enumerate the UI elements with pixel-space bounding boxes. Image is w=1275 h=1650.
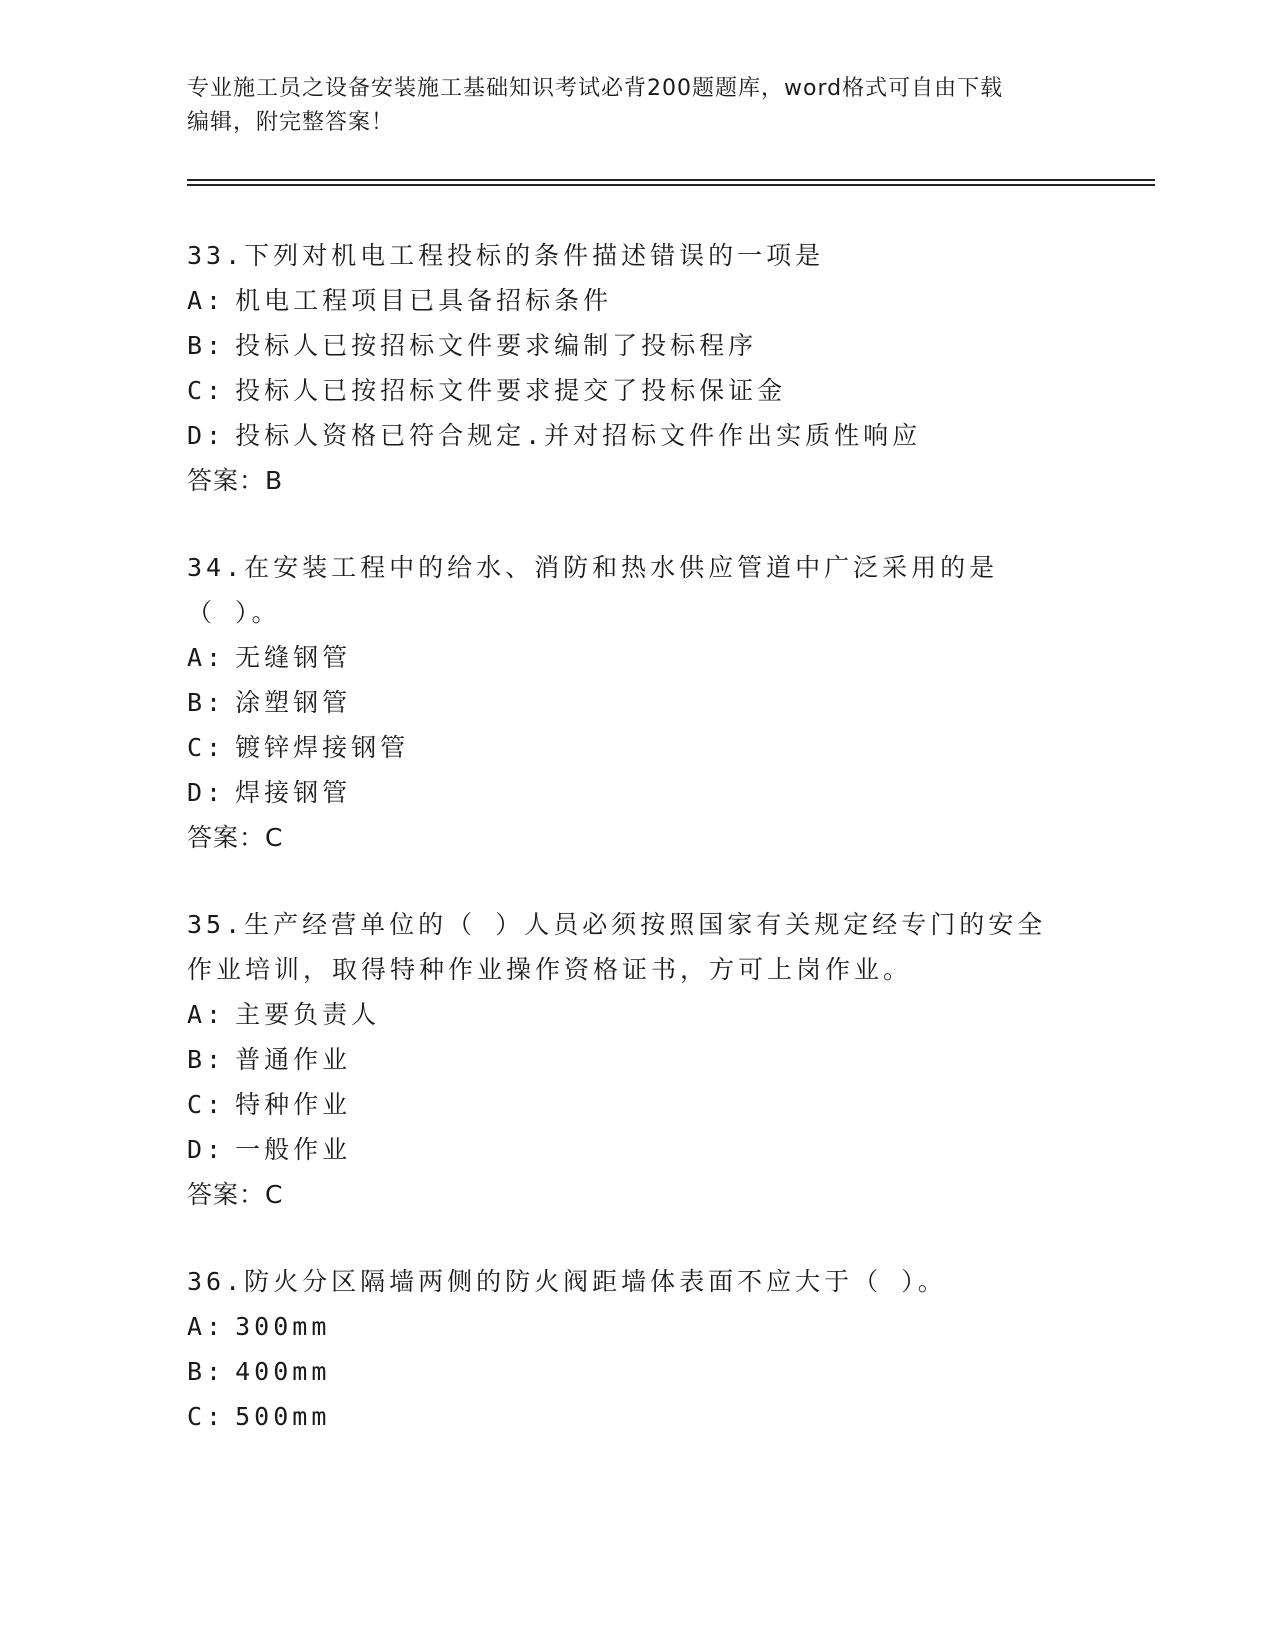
option-text: 涂塑钢管 xyxy=(235,688,352,717)
option-text: 镀锌焊接钢管 xyxy=(235,733,410,762)
option-text: 普通作业 xyxy=(235,1045,352,1074)
option-d xyxy=(187,1127,1087,1172)
option-letter: C: xyxy=(187,1402,226,1431)
header-divider-top xyxy=(187,179,1155,181)
option-letter: D: xyxy=(187,778,226,807)
option-c xyxy=(187,1082,1087,1127)
answer-label: 答案：C xyxy=(187,823,284,852)
option-letter: C: xyxy=(187,1090,226,1119)
option-text: 一般作业 xyxy=(235,1135,352,1164)
option-letter: A: xyxy=(187,643,226,672)
option-b xyxy=(187,680,1087,725)
option-letter: C: xyxy=(187,376,226,405)
option-b xyxy=(187,323,1087,368)
question-stem: 36.防火分区隔墙两侧的防火阀距墙体表面不应大于（ ）。 xyxy=(187,1267,947,1296)
option-c xyxy=(187,368,1087,413)
option-letter: B: xyxy=(187,1045,226,1074)
option-text: 无缝钢管 xyxy=(235,643,352,672)
option-letter: A: xyxy=(187,1000,226,1029)
document-header xyxy=(187,72,1067,140)
option-a xyxy=(187,278,1087,323)
header-title-line-1: 专业施工员之设备安装施工基础知识考试必背200题题库，word格式可自由下载 xyxy=(187,76,1004,101)
option-letter: D: xyxy=(187,421,226,450)
option-text: 焊接钢管 xyxy=(235,778,352,807)
header-title-line-2: 编辑，附完整答案！ xyxy=(187,110,395,135)
question-stem: 35.生产经营单位的（ ）人员必须按照国家有关规定经专门的安全作业培训，取得特种作业操作资格证书，方可上岗作业。 xyxy=(187,910,1047,984)
option-letter: B: xyxy=(187,688,226,717)
option-text: 主要负责人 xyxy=(235,1000,381,1029)
option-letter: A: xyxy=(187,286,226,315)
question-36 xyxy=(187,1259,1087,1439)
option-letter: D: xyxy=(187,1135,226,1164)
option-letter: B: xyxy=(187,331,226,360)
option-text: 投标人资格已符合规定.并对招标文件作出实质性响应 xyxy=(235,421,922,450)
option-text: 机电工程项目已具备招标条件 xyxy=(235,286,613,315)
question-stem: 34.在安装工程中的给水、消防和热水供应管道中广泛采用的是（ ）。 xyxy=(187,553,999,627)
question-stem: 33.下列对机电工程投标的条件描述错误的一项是 xyxy=(187,241,825,270)
header-divider-bottom xyxy=(187,184,1155,186)
option-d xyxy=(187,413,1087,458)
option-b xyxy=(187,1037,1087,1082)
question-34 xyxy=(187,545,1087,860)
question-33 xyxy=(187,233,1087,503)
option-a xyxy=(187,1304,1087,1349)
option-text: 投标人已按招标文件要求提交了投标保证金 xyxy=(235,376,787,405)
option-letter: B: xyxy=(187,1357,226,1386)
option-d xyxy=(187,770,1087,815)
option-text: 400mm xyxy=(235,1357,331,1386)
option-letter: A: xyxy=(187,1312,226,1341)
option-text: 特种作业 xyxy=(235,1090,352,1119)
option-text: 500mm xyxy=(235,1402,331,1431)
question-35 xyxy=(187,902,1087,1217)
option-c xyxy=(187,1394,1087,1439)
option-text: 投标人已按招标文件要求编制了投标程序 xyxy=(235,331,758,360)
option-letter: C: xyxy=(187,733,226,762)
option-a xyxy=(187,635,1087,680)
option-text: 300mm xyxy=(235,1312,331,1341)
answer-label: 答案：B xyxy=(187,466,284,495)
option-b xyxy=(187,1349,1087,1394)
option-c xyxy=(187,725,1087,770)
question-list xyxy=(187,233,1087,1481)
answer-label: 答案：C xyxy=(187,1180,284,1209)
option-a xyxy=(187,992,1087,1037)
